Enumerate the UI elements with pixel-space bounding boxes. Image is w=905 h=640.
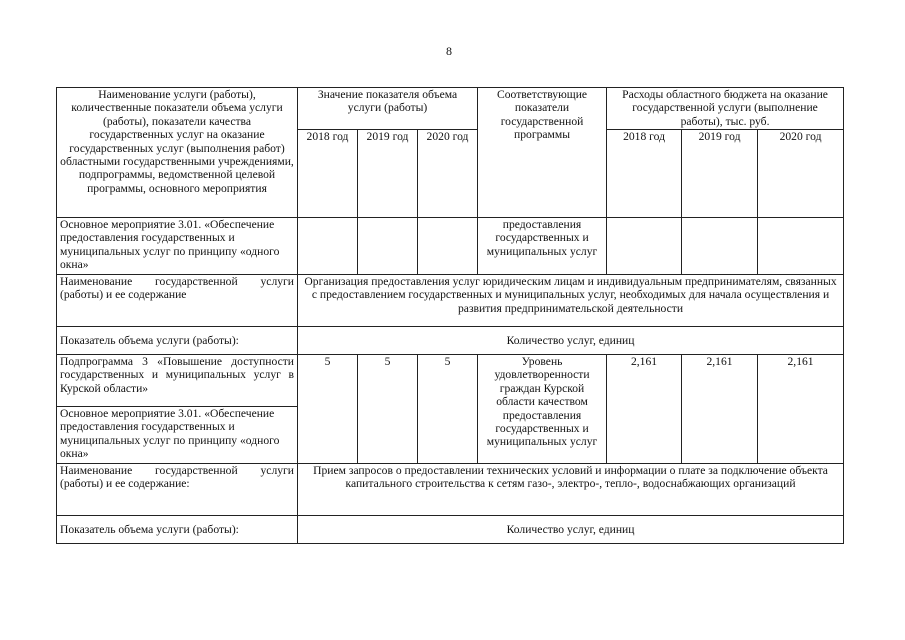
row4-program-indicator: Уровень удовлетворенности граждан Курской области качеством предоставления государственных и муниципальных услуг [478, 355, 607, 464]
row1-value-2020 [418, 218, 478, 275]
header-expense-year-2018: 2018 год [607, 130, 682, 218]
row4-expense-2019: 2,161 [682, 355, 758, 464]
row3-indicator-label: Показатель объема услуги (работы): [57, 327, 298, 355]
row4-value-2019: 5 [358, 355, 418, 464]
row4-subprogram-name: Подпрограмма 3 «Повышение доступности государственных и муниципальных услуг в Курской области» [57, 355, 298, 407]
row2-service-content: Организация предоставления услуг юридическим лицам и индивидуальным предпринимателям, связанных с предоставлением государственных и муниципальных услуг, необходимых для начала осуществления и развития предпринимательской деятельности [298, 275, 844, 327]
row7-indicator-label: Показатель объема услуги (работы): [57, 516, 298, 544]
row1-value-2019 [358, 218, 418, 275]
row4-expense-2020: 2,161 [758, 355, 844, 464]
row6-service-label: Наименование государственной услуги (работы) и ее содержание: [57, 464, 298, 516]
row3-indicator-content: Количество услуг, единиц [298, 327, 844, 355]
header-value-group: Значение показателя объема услуги (работы) [298, 88, 478, 130]
row7-indicator-content: Количество услуг, единиц [298, 516, 844, 544]
row1-expense-2020 [758, 218, 844, 275]
row4-value-2018: 5 [298, 355, 358, 464]
row1-expense-2018 [607, 218, 682, 275]
header-year-2018: 2018 год [298, 130, 358, 218]
row1-activity-name: Основное мероприятие 3.01. «Обеспечение предоставления государственных и муниципальных услуг по принципу «одного окна» [57, 218, 298, 275]
page-number: 8 [446, 44, 452, 58]
row4-value-2020: 5 [418, 355, 478, 464]
row6-service-content: Прием запросов о предоставлении технических условий и информации о плате за подключение объекта капитального строительства к сетям газо-, электро-, тепло-, водоснабжающих организаций [298, 464, 844, 516]
header-year-2019: 2019 год [358, 130, 418, 218]
header-expense-year-2020: 2020 год [758, 130, 844, 218]
row4-expense-2018: 2,161 [607, 355, 682, 464]
budget-table [56, 87, 844, 544]
header-year-2020: 2020 год [418, 130, 478, 218]
row5-activity-name: Основное мероприятие 3.01. «Обеспечение предоставления государственных и муниципальных услуг по принципу «одного окна» [57, 407, 298, 464]
row1-expense-2019 [682, 218, 758, 275]
header-expense-year-2019: 2019 год [682, 130, 758, 218]
header-name-column: Наименование услуги (работы), количественные показатели объема услуги (работы), показатели качества государственных услуг на оказание государственных услуг (выполнения работ) областными государственными учреждениями, подпрограммы, ведомственной целевой программы, основного мероприятия [57, 88, 298, 218]
row1-value-2018 [298, 218, 358, 275]
row2-service-label: Наименование государственной услуги (работы) и ее содержание [57, 275, 298, 327]
row1-program-indicator: предоставления государственных и муниципальных услуг [478, 218, 607, 275]
header-expenses-group: Расходы областного бюджета на оказание государственной услуги (выполнение работы), тыс. руб. [607, 88, 844, 130]
header-program-column: Соответствующие показатели государственной программы [478, 88, 607, 218]
